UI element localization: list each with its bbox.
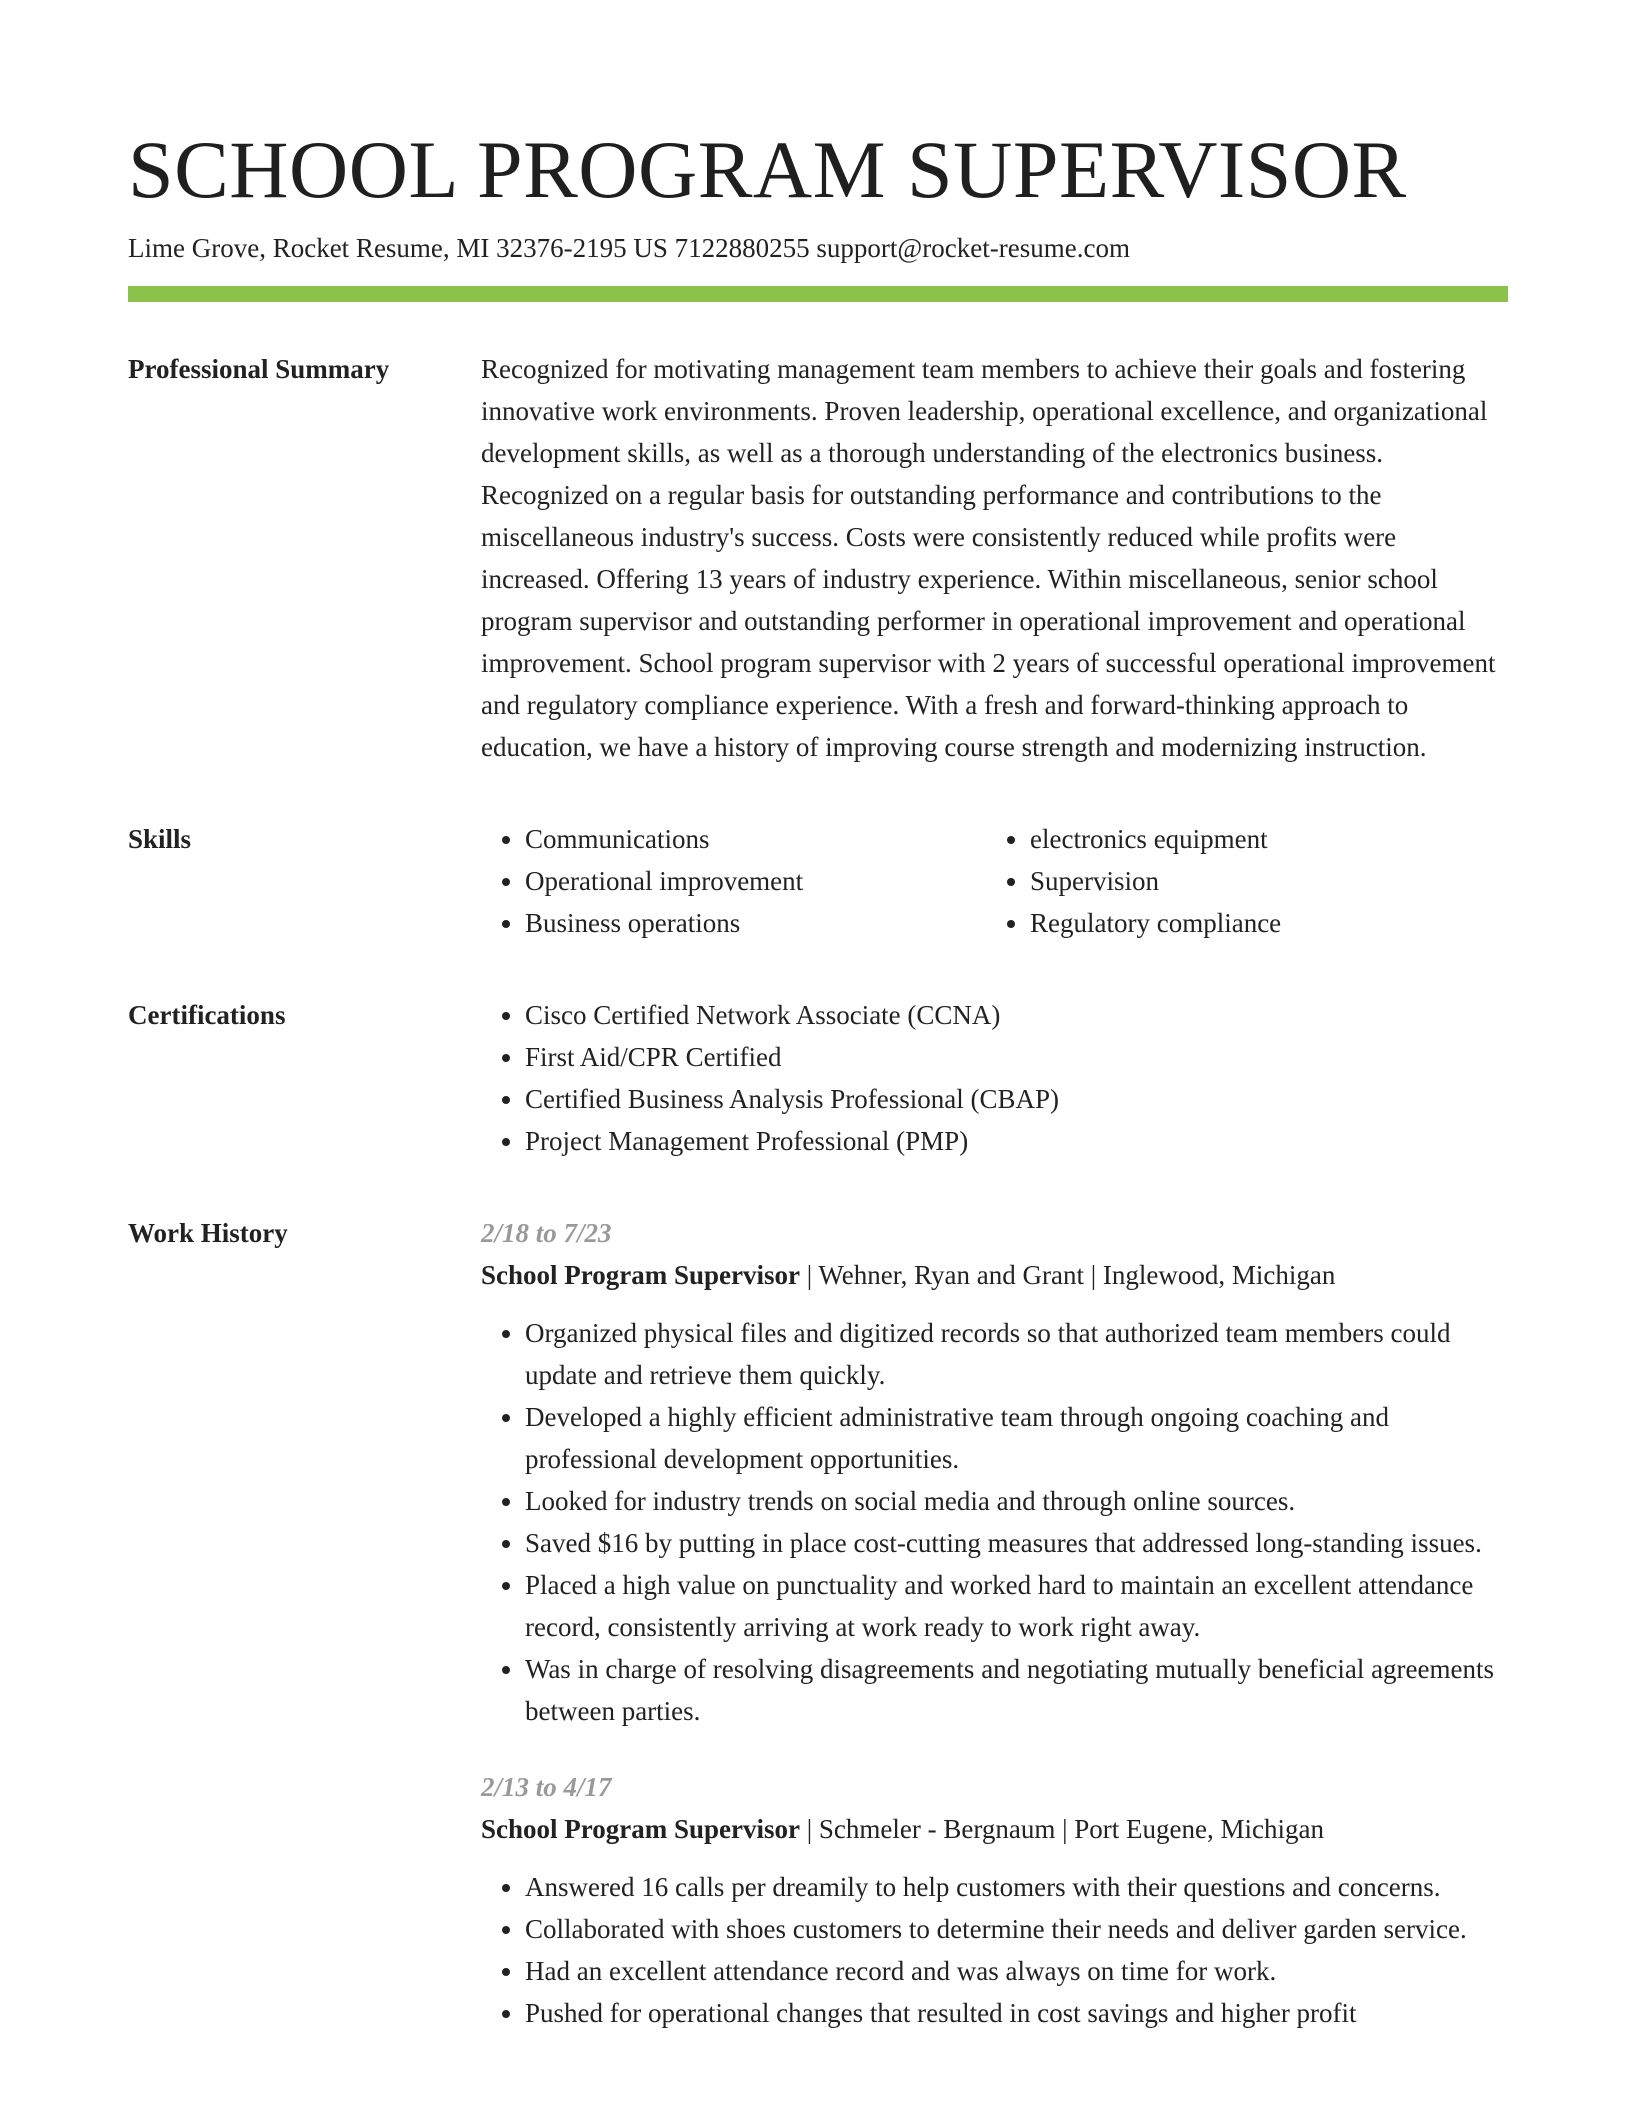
section-title: Professional Summary [128,354,390,384]
job-title: School Program Supervisor [481,1260,800,1290]
skills-section [128,818,1508,944]
job-bullet: • Organized physical files and digitized records so that authorized team members could update and retrieve them quickly. [525,1312,1508,1396]
certification-item: • Certified Business Analysis Professional (CBAP) [525,1078,1508,1120]
job-entry [481,1766,1508,2034]
job-bullets [481,1312,1508,1732]
section-title: Certifications [128,1000,286,1030]
skill-item: • electronics equipment [1030,818,1508,860]
section-title: Work History [128,1218,288,1248]
skills-list-right [986,818,1508,944]
job-bullet: • Answered 16 calls per dreamily to help customers with their questions and concerns. [525,1866,1508,1908]
job-bullet: • Placed a high value on punctuality and worked hard to maintain an excellent attendance record, consistently arriving at work ready to work right away. [525,1564,1508,1648]
resume-page [128,120,1508,2034]
section-title: Skills [128,824,192,854]
summary-text: Recognized for motivating management team members to achieve their goals and fostering innovative work environments. Proven leadership, operational excellence, and organizational development skills, as well as a thorough understanding of the electronics business. Recognized on a regular basis for outstanding performance and contributions to the miscellaneous industry's success. Costs were consistently reduced while profits were increased. Offering 13 years of industry experience. Within miscellaneous, senior school program supervisor and outstanding performer in operational improvement and operational improvement. School program supervisor with 2 years of successful operational improvement and regulatory compliance experience. With a fresh and forward-thinking approach to education, we have a history of improving course strength and modernizing instruction. [481,354,1496,762]
resume-title: SCHOOL PROGRAM SUPERVISOR [128,124,1407,215]
certification-item: • First Aid/CPR Certified [525,1036,1508,1078]
certifications-list [481,994,1508,1162]
skill-item: • Supervision [1030,860,1508,902]
job-dates: 2/18 to 7/23 [481,1218,612,1248]
skill-item: • Regulatory compliance [1030,902,1508,944]
job-bullet: • Was in charge of resolving disagreements and negotiating mutually beneficial agreements between parties. [525,1648,1508,1732]
job-title: School Program Supervisor [481,1814,800,1844]
job-entry [481,1212,1508,1732]
job-bullet: • Collaborated with shoes customers to determine their needs and deliver garden service. [525,1908,1508,1950]
work-history-section [128,1212,1508,2034]
job-bullet: • Developed a highly efficient administrative team through ongoing coaching and professional development opportunities. [525,1396,1508,1480]
job-bullet: • Looked for industry trends on social media and through online sources. [525,1480,1508,1522]
certification-item: • Cisco Certified Network Associate (CCNA) [525,994,1508,1036]
job-bullet: • Pushed for operational changes that resulted in cost savings and higher profit [525,1992,1508,2034]
skill-item: • Communications [525,818,986,860]
job-details: | Schmeler - Bergnaum | Port Eugene, Michigan [800,1814,1324,1844]
professional-summary-section [128,348,1508,768]
certifications-section [128,994,1508,1162]
job-bullet: • Saved $16 by putting in place cost-cutting measures that addressed long-standing issues. [525,1522,1508,1564]
skill-item: • Operational improvement [525,860,986,902]
certification-item: • Project Management Professional (PMP) [525,1120,1508,1162]
skill-item: • Business operations [525,902,986,944]
contact-line: Lime Grove, Rocket Resume, MI 32376-2195 US 7122880255 support@rocket-resume.com [128,233,1130,263]
skills-list-left [481,818,986,944]
job-dates: 2/13 to 4/17 [481,1772,612,1802]
accent-divider [128,286,1508,302]
job-bullet: • Had an excellent attendance record and was always on time for work. [525,1950,1508,1992]
job-heading [481,1808,1508,1850]
job-bullets [481,1866,1508,2034]
job-details: | Wehner, Ryan and Grant | Inglewood, Michigan [800,1260,1336,1290]
job-heading [481,1254,1508,1296]
